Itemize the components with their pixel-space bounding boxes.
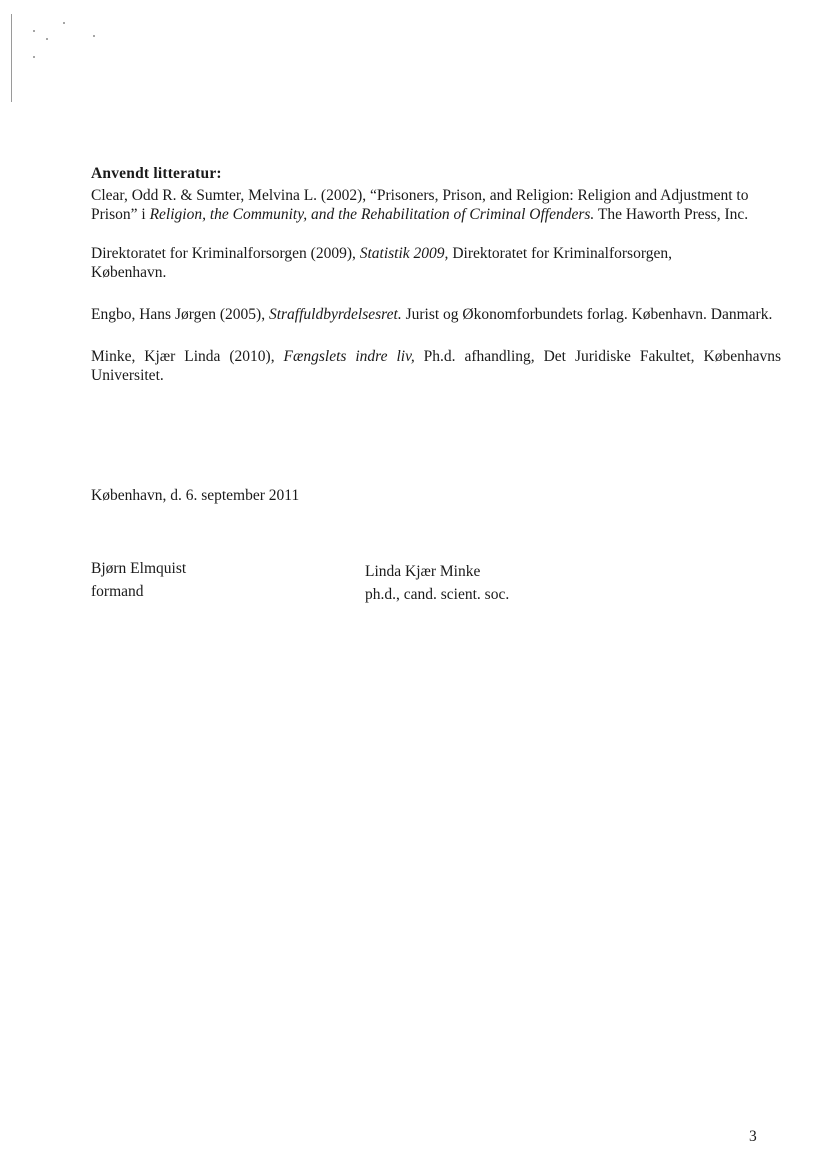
reference-entry bbox=[91, 244, 741, 282]
signatory-name: Bjørn Elmquist bbox=[91, 560, 187, 577]
signature-block-right bbox=[365, 560, 509, 606]
reference-authors: Direktoratet for Kriminalforsorgen (2009), bbox=[91, 245, 360, 262]
place-and-date: København, d. 6. september 2011 bbox=[91, 487, 300, 504]
reference-authors: Clear, Odd R. & Sumter, Melvina L. (2002), “Prisoners, Prison, and Religion: Religion and Adjustment to Prison” i bbox=[91, 187, 749, 223]
reference-title: Fængslets indre liv, bbox=[283, 348, 415, 365]
reference-title: Statistik 2009, bbox=[359, 245, 449, 262]
scan-speck bbox=[63, 22, 65, 24]
reference-authors: Minke, Kjær Linda (2010), bbox=[91, 348, 284, 365]
reference-publisher: Direktoratet for Kriminalforsorgen, København. bbox=[91, 245, 672, 281]
signatory-role: formand bbox=[91, 583, 144, 600]
scan-speck bbox=[33, 30, 35, 32]
reference-publisher: The Haworth Press, Inc. bbox=[594, 206, 749, 223]
scan-speck bbox=[33, 56, 35, 58]
reference-publisher: Jurist og Økonomforbundets forlag. København. Danmark. bbox=[401, 306, 773, 323]
signatory-name: Linda Kjær Minke bbox=[365, 563, 481, 580]
signatory-role: ph.d., cand. scient. soc. bbox=[365, 586, 510, 603]
bibliography-section bbox=[91, 164, 781, 385]
scan-edge-mark bbox=[11, 14, 12, 102]
bibliography-heading: Anvendt litteratur: bbox=[91, 165, 222, 182]
reference-title: Straffuldbyrdelsesret. bbox=[268, 306, 402, 323]
reference-authors: Engbo, Hans Jørgen (2005), bbox=[91, 306, 269, 323]
reference-title: Religion, the Community, and the Rehabilitation of Criminal Offenders. bbox=[149, 206, 595, 223]
reference-entry bbox=[91, 347, 781, 385]
signature-block-left bbox=[91, 557, 186, 603]
reference-publisher: Ph.d. afhandling, Det Juridiske Fakultet, Københavns Universitet. bbox=[91, 348, 781, 384]
reference-entry bbox=[91, 186, 751, 224]
scan-speck bbox=[93, 35, 95, 37]
page-number: 3 bbox=[749, 1128, 757, 1145]
scan-speck bbox=[46, 38, 48, 40]
reference-entry bbox=[91, 305, 776, 324]
